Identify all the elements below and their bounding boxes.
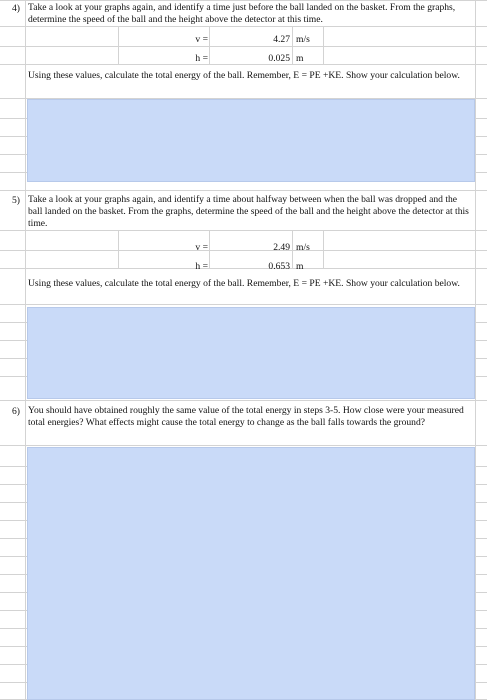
grid-row-line [0,400,487,401]
q5-v-unit: m/s [296,242,310,253]
q5-v-value[interactable]: 2.49 [273,242,290,253]
q5-answer-box[interactable] [27,307,475,399]
q4-number: 4) [12,3,20,14]
grid-cell-separator [209,230,210,268]
q5-h-label: h = [195,261,208,272]
grid-row-line [0,304,487,305]
q4-h-unit: m [296,53,304,64]
q4-answer-box[interactable] [27,99,475,182]
q4-h-label: h = [195,53,208,64]
grid-cell-separator [323,26,324,64]
grid-col-line [475,0,476,700]
q4-h-value[interactable]: 0.025 [268,53,290,64]
q4-calc-prompt: Using these values, calculate the total energy of the ball. Remember, E = PE +KE. Show your calculation below. [28,70,460,81]
q4-v-value[interactable]: 4.27 [273,34,290,45]
grid-cell-separator [323,230,324,268]
q4-v-label: v = [195,34,208,45]
grid-row-line [0,26,487,27]
q5-number: 5) [12,195,20,206]
grid-row-line [0,230,487,231]
q6-answer-box[interactable] [27,447,475,700]
grid-row-line [0,190,487,191]
q5-h-unit: m [296,261,304,272]
grid-row-line [0,46,487,47]
grid-cell-separator [292,26,293,64]
q5-h-value[interactable]: 0.653 [268,261,290,272]
q5-calc-prompt: Using these values, calculate the total energy of the ball. Remember, E = PE +KE. Show your calculation below. [28,278,460,289]
grid-row-line [0,445,487,446]
q4-text[interactable]: Take a look at your graphs again, and identify a time just before the ball landed on the basket. From the graphs, determine the speed of the ball and the height above the detector at this time. [28,2,456,25]
grid-cell-separator [292,230,293,268]
q5-v-label: v = [195,242,208,253]
grid-col-line [25,0,26,700]
grid-cell-separator [118,26,119,64]
q4-v-unit: m/s [296,34,310,45]
q6-text[interactable]: You should have obtained roughly the same value of the total energy in steps 3-5. How close were your measured total energies? What effects might cause the total energy to change as the ball falls towards the ground? [28,405,464,428]
q5-text[interactable]: Take a look at your graphs again, and identify a time about halfway between when the ball was dropped and the ball landed on the basket. From the graphs, determine the speed of the ball and the height above the detector at this time. [28,194,469,229]
grid-row-line [0,0,487,1]
grid-cell-separator [209,26,210,64]
grid-cell-separator [118,230,119,268]
q6-number: 6) [12,406,20,417]
